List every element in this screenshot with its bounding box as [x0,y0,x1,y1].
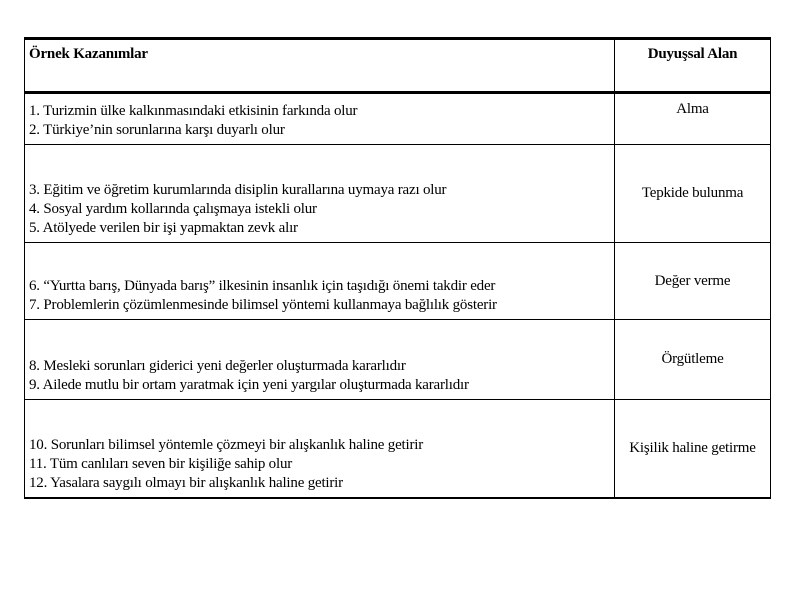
header-sample-outcomes: Örnek Kazanımlar [25,39,615,93]
outcome-item: 2. Türkiye’nin sorunlarına karşı duyarlı olur [29,122,285,138]
domain-cell: Tepkide bulunma [615,145,771,243]
outcome-item: 3. Eğitim ve öğretim kurumlarında disiplin kurallarına uymaya razı olur [29,182,447,198]
outcome-item: 6. “Yurtta barış, Dünyada barış” ilkesinin insanlık için taşıdığı önemi takdir eder [29,278,496,294]
outcome-item: 1. Turizmin ülke kalkınmasındaki etkisinin farkında olur [29,103,358,119]
outcome-item: 8. Mesleki sorunları giderici yeni değerler oluşturmada kararlıdır [29,358,406,374]
table-row [25,320,771,400]
header-row [25,39,771,93]
outcome-item: 10. Sorunları bilimsel yöntemle çözmeyi bir alışkanlık haline getirir [29,436,424,453]
header-affective-domain: Duyuşsal Alan [615,39,771,93]
outcomes-cell [25,243,615,320]
domain-cell: Değer verme [615,243,771,320]
domain-cell: Alma [615,93,771,145]
domain-cell: Örgütleme [615,320,771,400]
outcome-item: 5. Atölyede verilen bir işi yapmaktan zevk alır [29,220,298,236]
outcomes-cell [25,145,615,243]
outcome-item: 11. Tüm canlıları seven bir kişiliğe sahip olur [29,455,293,472]
table-row [25,243,771,320]
outcome-item: 9. Ailede mutlu bir ortam yaratmak için yeni yargılar oluşturmada kararlıdır [29,377,469,393]
outcomes-cell [25,93,615,145]
outcome-item: 7. Problemlerin çözümlenmesinde bilimsel yöntemi kullanmaya bağlılık gösterir [29,297,497,313]
affective-domain-table [24,37,771,499]
outcome-item: 4. Sosyal yardım kollarında çalışmaya istekli olur [29,201,317,217]
outcomes-cell [25,320,615,400]
domain-cell: Kişilik haline getirme [615,400,771,498]
outcomes-cell [25,400,615,498]
table-row [25,93,771,145]
table-row [25,400,771,498]
outcome-item: 12. Yasalara saygılı olmayı bir alışkanlık haline getirir [29,474,343,491]
table-row [25,145,771,243]
